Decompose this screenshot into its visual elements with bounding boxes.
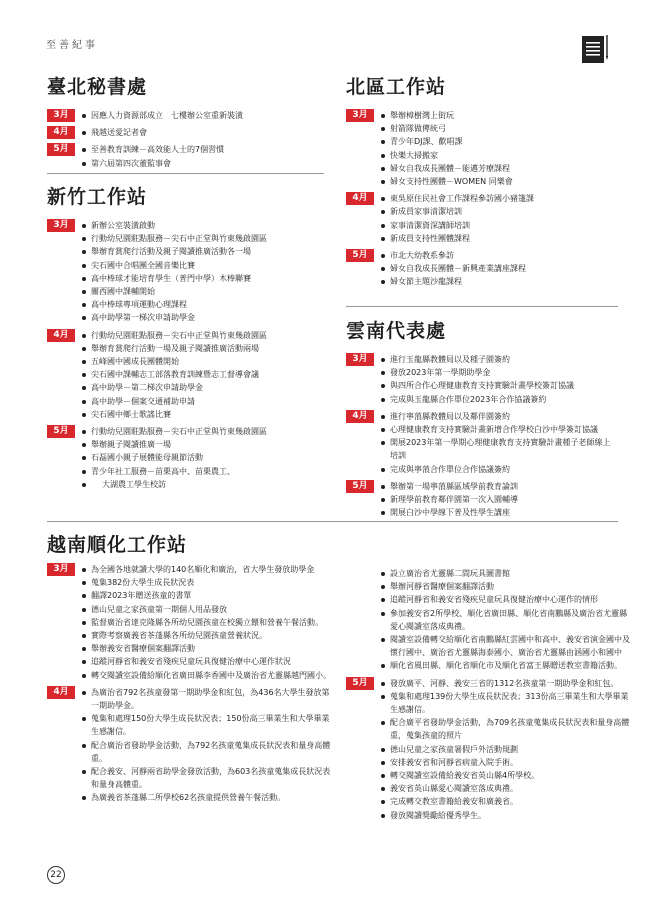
month-badge: 4月: [47, 126, 75, 139]
month-group: [47, 329, 332, 421]
section-title: 新竹工作站: [47, 186, 148, 208]
list-item: 追蹤河靜省和義安省殘疾兒童玩具復健治療中心運作狀況: [80, 655, 334, 668]
list-item: 婦女自我成長團體－新興產業講座課程: [379, 262, 618, 275]
list-item: 完成轉交教室書籍給義安和廣義省。: [379, 795, 631, 808]
section-title: 雲南代表處: [346, 320, 447, 342]
list-item: 舉辦河靜省醫療個案翻譯活動: [379, 580, 631, 593]
divider: [346, 306, 618, 307]
list-item: 義安省英山縣愛心閱讀室落成典禮。: [379, 782, 631, 795]
list-item: 飛越送愛記者會: [80, 126, 327, 139]
list-item: 新理學前教育鄰伴園第一次入園輔導: [379, 493, 618, 506]
list-item: 為全國各地就讀大學的140名順化和廣治，省大學生發放助學金: [80, 563, 334, 576]
list-item: 高中助學－個案交通補助申請: [80, 395, 332, 408]
month-group: [47, 219, 332, 325]
list-item-continuation: 大湖農工學生校訪: [80, 478, 332, 491]
list-item: 監督廣治省達克隆縣各所幼兒園孩童在校獨立餵和營養午餐活動。: [80, 616, 334, 629]
list-item: 德山兒童之家孩童第一期個人用品發放: [80, 603, 334, 616]
list-item: 閱讀室設備轉交給順化省南鵬縣紅雲國中和高中、義安省演金國中及懷行國中、廣治省尤靈縣海泰國小、廣治省尤靈縣由涵國小和國中: [379, 633, 631, 659]
list-item: 完成與玉龍縣合作單位2023年合作協議簽約: [379, 393, 618, 406]
list-item: 實際考察廣義省茶蓬縣各所幼兒園孩童營養狀況。: [80, 629, 334, 642]
month-group: [47, 109, 327, 122]
list-item: 轉交閱讀室設備給順化省廣田縣李香國中及廣治省尤靈縣越門國小。: [80, 669, 334, 682]
divider: [47, 521, 618, 522]
list-item: 轉交閱讀室設備給義安省英山縣4所學校。: [379, 769, 631, 782]
month-group: [346, 677, 631, 822]
list-item: 五峰國中國成長團體開始: [80, 355, 332, 368]
list-item: 發放廣平、河靜、義安三省的1312名孩童第一期助學金和紅包。: [379, 677, 631, 690]
list-item: 青少年DJ課、歡唱課: [379, 135, 618, 148]
list-item: 為廣治省792名孩童發第一期助學金和紅包，為436名大學生發放第一期助學金。: [80, 686, 334, 712]
list-item: 翻譯2023年贈送孩童的書單: [80, 589, 334, 602]
list-item: 德山兒童之家孩童暑假戶外活動規劃: [379, 743, 631, 756]
list-item: 快樂大掃搬家: [379, 149, 618, 162]
list-item: 參加義安省2所學校、順化省廣田縣、順化省南鵬縣及廣治省尤靈縣愛心閱讀室落成典禮。: [379, 607, 631, 633]
list-item: 尖石國中鄉土歌謠比賽: [80, 408, 332, 421]
section-yuenan-left: [47, 563, 334, 809]
list-item: 開展2023年第一學期心理健康教育支持實驗計畫種子老師線上培訓: [379, 436, 618, 462]
list-item: 高中棒球才能培育學生（普門中學）木棒聯賽: [80, 272, 332, 285]
month-badge: 3月: [47, 563, 75, 576]
month-badge: 4月: [47, 329, 75, 342]
month-badge: 3月: [346, 353, 374, 366]
list-item: 婦女節主題沙龍課程: [379, 275, 618, 288]
section-taipei: [47, 72, 327, 174]
list-item: 行動幼兒園駐點服務－尖石中正堂與竹東幾啟園區: [80, 232, 332, 245]
list-item: 行動幼兒園駐點服務－尖石中正堂與竹東幾啟園區: [80, 425, 332, 438]
list-item: 發放2023年第一學期助學金: [379, 366, 618, 379]
list-item: 為廣義省茶蓬縣二所學校62名孩童提供營養午餐活動。: [80, 791, 334, 804]
list-item: 配合廣平省發助學金活動，為709名孩童蒐集成長狀況表和量身高體重，蒐集孩童的照片: [379, 716, 631, 742]
list-item: 舉辦育賞爬行活動一場及親子閱讀推廣活動兩場: [80, 342, 332, 355]
list-item: 安排義安省和河靜省病童入院手術。: [379, 756, 631, 769]
month-group: [47, 686, 334, 805]
month-badge: 5月: [47, 425, 75, 438]
list-item: 舉辦親子閱讀推廣一場: [80, 438, 332, 451]
list-item: 高中棒球專項運動心理課程: [80, 298, 332, 311]
list-item: 市北大幼教系參訪: [379, 249, 618, 262]
list-item: 尖石國中課輔志工部落教育訓練暨志工督導會議: [80, 368, 332, 381]
list-item: 進行玉龍縣教體局以及種子園簽約: [379, 353, 618, 366]
month-badge: 4月: [346, 410, 374, 423]
list-item: 高中助學第一梯次申請助學金: [80, 311, 332, 324]
list-item: 舉辦樟樹灣上街玩: [379, 109, 618, 122]
list-item: 完成與寧蒗合作單位合作協議簽約: [379, 463, 618, 476]
list-item: 東吳原住民社會工作課程參訪國小豬篷課: [379, 192, 618, 205]
list-item: 射箭隊做傳統弓: [379, 122, 618, 135]
list-item: 與四所合作心理健康教育支持實驗計畫學校簽訂協議: [379, 379, 618, 392]
month-group: [47, 126, 327, 139]
month-badge: 5月: [47, 143, 75, 156]
list-item: 蒐集和處理139份大學生成長狀況表；313份高三畢業生和大學畢業生感謝信。: [379, 690, 631, 716]
month-badge: 4月: [47, 686, 75, 699]
month-group: [346, 249, 618, 289]
list-item: 舉辦育賞爬行活動及親子閱讀推廣活動各一場: [80, 245, 332, 258]
month-badge: 5月: [346, 677, 374, 690]
list-item: 舉辦第一場寧蒗縣區域學前教育論訓: [379, 480, 618, 493]
month-group: [346, 567, 631, 673]
list-item: 高中助學－第二梯次申請助學金: [80, 381, 332, 394]
month-badge: 5月: [346, 249, 374, 262]
month-badge: 3月: [47, 109, 75, 122]
section-north: [346, 72, 618, 293]
list-item: 石磊國小親子展體能母親節活動: [80, 451, 332, 464]
section-yuenan-right: [346, 567, 631, 826]
list-item: 第六屆第四次董監事會: [80, 157, 327, 170]
list-item: 追蹤河靜省和義安省殘疾兒童玩具復健治療中心運作的情形: [379, 593, 631, 606]
list-item: 配合廣治省發助學金活動，為792名孩童蒐集成長狀況表和量身高體重。: [80, 739, 334, 765]
section-title: 臺北秘書處: [47, 76, 148, 98]
header-title: 至善紀事: [46, 40, 98, 51]
month-badge: 5月: [346, 480, 374, 493]
month-group: [346, 410, 618, 476]
month-group: [346, 353, 618, 406]
month-badge: 3月: [346, 109, 374, 122]
list-item: 進行寧蒗縣教體局以及鄰伴園簽約: [379, 410, 618, 423]
page-number: 22: [47, 866, 65, 884]
section-yuenan-title-wrap: [47, 530, 327, 567]
section-title: 越南順化工作站: [47, 534, 188, 556]
list-item: 尖石國中合唱團全國音樂比賽: [80, 259, 332, 272]
list-item: 家事清潔資深講師培訓: [379, 219, 618, 232]
list-item: 婦女自我成長團體－能邁芳療課程: [379, 162, 618, 175]
list-item: 至善教育訓練－高效能人士的7個習慣: [80, 143, 327, 156]
list-item: 青少年社工服務－苗栗高中、苗栗農工、: [80, 465, 332, 478]
month-group: [47, 563, 334, 682]
month-badge: 3月: [47, 219, 75, 232]
list-item: 發放閱讀獎勵給優秀學生。: [379, 809, 631, 822]
list-item: 行動幼兒園駐點服務－尖石中正堂與竹東幾啟園區: [80, 329, 332, 342]
list-item: 配合義安、河靜兩省助學金發放活動，為603名孩童蒐集成長狀況表和量身高體重。: [80, 765, 334, 791]
list-item: 蒐集和處理150份大學生成長狀況表；150份高三畢業生和大學畢業生感謝信。: [80, 712, 334, 738]
list-item: 蒐集382份大學生成長狀況表: [80, 576, 334, 589]
list-item: 婦女支持性團體－WOMEN 同樂會: [379, 175, 618, 188]
list-item: 順化省風田縣、順化省順化市及順化省富王縣贈送教室書籍活動。: [379, 659, 631, 672]
list-item: 開展白沙中學線下普及性學生講座: [379, 506, 618, 519]
month-group: [47, 143, 327, 169]
list-item: 因應人力資源部成立 七樓辦公室重新裝潢: [80, 109, 327, 122]
month-group: [47, 425, 332, 491]
month-group: [346, 480, 618, 520]
month-group: [346, 192, 618, 245]
list-item: 關西國中課輔開始: [80, 285, 332, 298]
list-item: 新成員支持性團體課程: [379, 232, 618, 245]
month-group: [346, 109, 618, 188]
list-item: 心理健康教育支持實驗計畫新增合作學校白沙中學簽訂協議: [379, 423, 618, 436]
list-item: 新成員家事清潔培訓: [379, 205, 618, 218]
notebook-pen-icon: [582, 34, 610, 64]
list-item: 舉辦義安省醫療個案翻譯活動: [80, 642, 334, 655]
section-title: 北區工作站: [346, 76, 447, 98]
month-badge: 4月: [346, 192, 374, 205]
section-hsinchu: [47, 182, 332, 495]
list-item: 設立廣治省尤靈縣二間玩具圖書館: [379, 567, 631, 580]
section-yunnan: [346, 316, 618, 523]
divider: [47, 173, 324, 174]
list-item: 新辦公室裝潢啟動: [80, 219, 332, 232]
